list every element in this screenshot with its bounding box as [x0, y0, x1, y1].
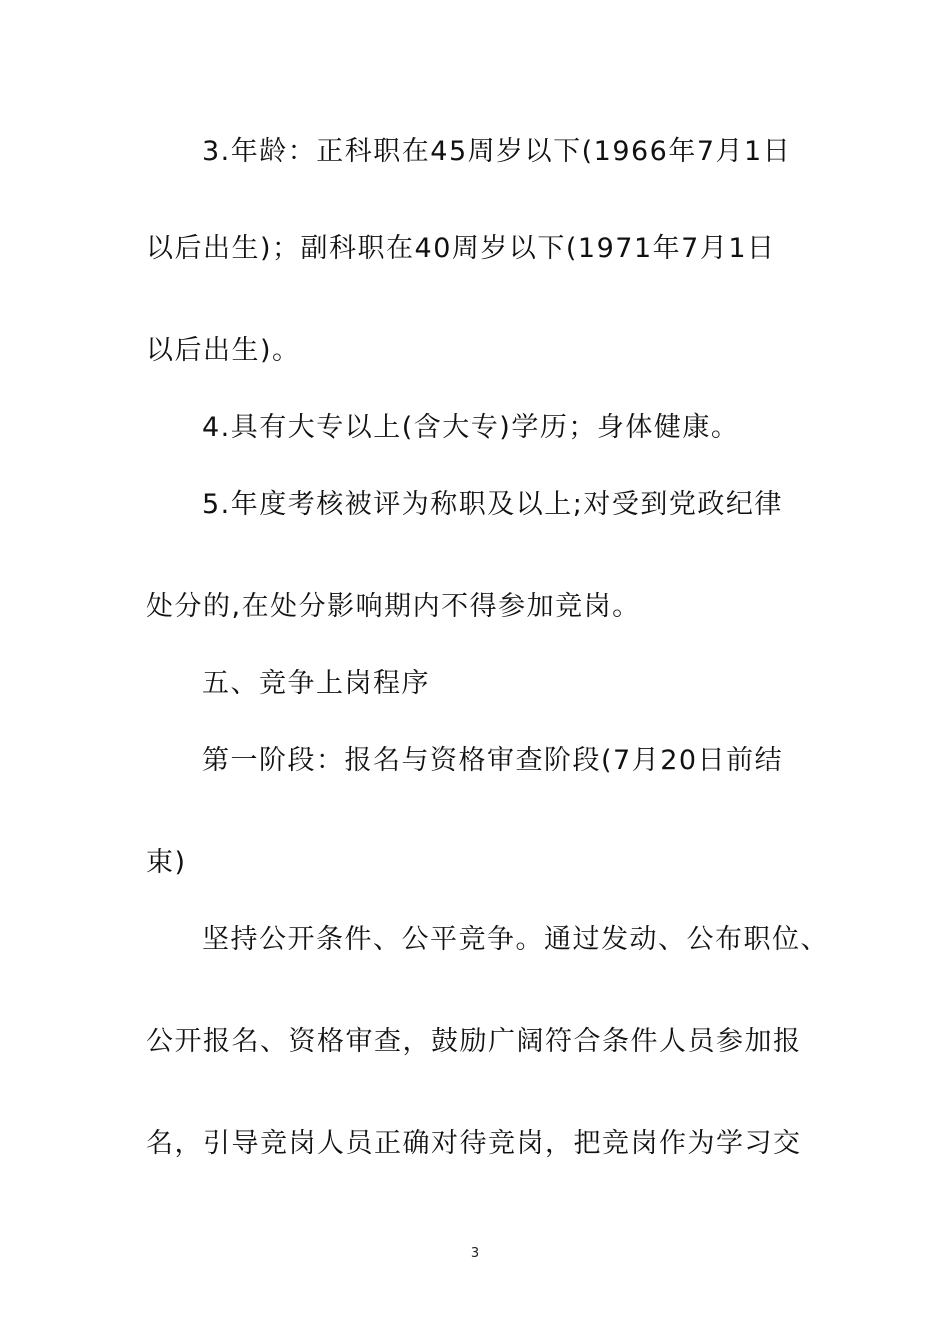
stage-one-heading-end: 束) [146, 847, 187, 878]
section-heading-procedure: 五、竞争上岗程序 [202, 668, 430, 699]
page-number: 3 [470, 1246, 480, 1261]
text-line-education-requirement: 4.具有大专以上(含大专)学历；身体健康。 [202, 412, 740, 443]
stage-one-heading: 第一阶段：报名与资格审查阶段(7月20日前结 [202, 745, 784, 776]
text-line-age-requirement: 3.年龄：正科职在45周岁以下(1966年7月1日 [202, 136, 792, 167]
paragraph-line-1: 坚持公开条件、公平竞争。通过发动、公布职位、 [202, 924, 829, 955]
text-line-discipline-clause: 处分的,在处分影响期内不得参加竞岗。 [146, 591, 641, 622]
text-line-age-end: 以后出生)。 [146, 335, 301, 366]
text-line-age-continued: 以后出生)；副科职在40周岁以下(1971年7月1日 [146, 233, 776, 264]
paragraph-line-3: 名，引导竞岗人员正确对待竞岗，把竞岗作为学习交 [146, 1128, 802, 1159]
text-line-assessment-requirement: 5.年度考核被评为称职及以上;对受到党政纪律 [202, 489, 783, 520]
paragraph-line-2: 公开报名、资格审查，鼓励广阔符合条件人员参加报 [146, 1026, 802, 1057]
